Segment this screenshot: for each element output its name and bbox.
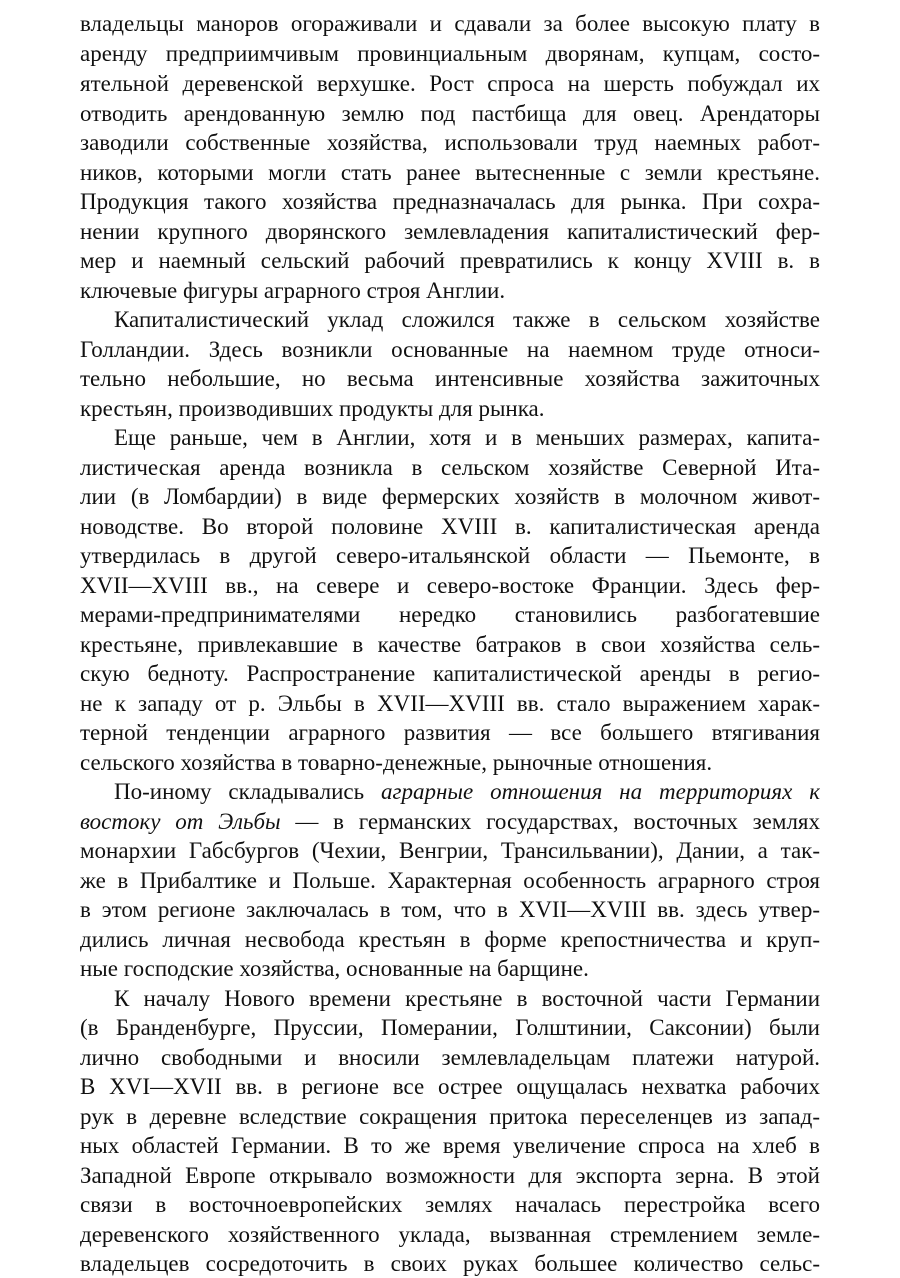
text-line: ные господские хозяйства, основанные на барщине. [80,956,589,981]
text-line: Еще раньше, чем в Англии, хотя и в меньших размерах, капита- [114,425,820,450]
text-line: отводить арендованную землю под пастбища для овец. Арендаторы [80,101,820,126]
page [80,0,820,1274]
text-line: (в Бранденбурге, Пруссии, Померании, Голштинии, Саксонии) были [80,1015,820,1040]
text-line: XVII—XVIII вв., на севере и северо-востоке Франции. Здесь фер- [80,573,820,598]
text-run: — в германских государствах, восточных землях [280,809,820,834]
text-line: новодстве. Во второй половине XVIII в. капиталистическая аренда [80,514,820,539]
text-line: мерами-предпринимателями нередко становились разбогатевшие [80,602,820,627]
text-line: владельцы маноров огораживали и сдавали за более высокую плату в [80,11,820,36]
text-line: мер и наемный сельский рабочий превратились к концу XVIII в. в [80,248,820,273]
text-line: связи в восточноевропейских землях началась перестройка всего [80,1192,820,1217]
text-line: скую бедноту. Распространение капиталистической аренды в регио- [80,661,820,686]
text-line: сельского хозяйства в товарно-денежные, рыночные отношения. [80,750,713,775]
text-line: Продукция такого хозяйства предназначалась для рынка. При сохра- [80,189,820,214]
text-run: По-иному складывались [114,779,381,804]
text-line: листическая аренда возникла в сельском хозяйстве Северной Ита- [80,455,820,480]
text-line: заводили собственные хозяйства, использовали труд наемных работ- [80,130,820,155]
italic-term: аграрные отношения на территориях к [381,779,820,804]
text-line: ников, которыми могли стать ранее вытесненные с земли крестьяне. [80,160,820,185]
text-line: лично свободными и вносили землевладельцам платежи натурой. [80,1045,820,1070]
text-line: дились личная несвобода крестьян в форме крепостничества и круп- [80,927,820,952]
text-line: же в Прибалтике и Польше. Характерная особенность аграрного строя [80,868,820,893]
text-line: В XVI—XVII вв. в регионе все острее ощущалась нехватка рабочих [80,1074,820,1099]
text-line: ключевые фигуры аграрного строя Англии. [80,278,506,303]
text-line: нении крупного дворянского землевладения капиталистический фер- [80,219,820,244]
italic-term: востоку от Эльбы [80,809,281,834]
text-line: крестьян, производивших продукты для рынка. [80,396,545,421]
text-line: монархии Габсбургов (Чехии, Венгрии, Трансильвании), Дании, а так- [80,838,820,863]
text-line: Западной Европе открывало возможности для экспорта зерна. В этой [80,1163,820,1188]
text-line: владельцев сосредоточить в своих руках большее количество сельс- [80,1251,820,1276]
text-line [114,777,820,806]
text-line: не к западу от р. Эльбы в XVII—XVIII вв. стало выражением харак- [80,691,820,716]
text-line: рук в деревне вследствие сокращения притока переселенцев из запад- [80,1104,820,1129]
text-line: в этом регионе заключалась в том, что в XVII—XVIII вв. здесь утвер- [80,897,820,922]
text-line: Капиталистический уклад сложился также в сельском хозяйстве [114,307,820,332]
text-line: деревенского хозяйственного уклада, вызванная стремлением земле- [80,1222,820,1247]
text-line: ных областей Германии. В то же время увеличение спроса на хлеб в [80,1133,820,1158]
text-line: терной тенденции аграрного развития — все большего втягивания [80,720,820,745]
text-line: ятельной деревенской верхушке. Рост спроса на шерсть побуждал их [80,71,820,96]
text-line: утвердилась в другой северо-итальянской области — Пьемонте, в [80,543,820,568]
text-line: тельно небольшие, но весьма интенсивные хозяйства зажиточных [80,366,820,391]
text-line [80,807,820,836]
text-line: К началу Нового времени крестьяне в восточной части Германии [114,986,820,1011]
text-line: лии (в Ломбардии) в виде фермерских хозяйств в молочном живот- [80,484,820,509]
text-line: крестьяне, привлекавшие в качестве батраков в свои хозяйства сель- [80,632,820,657]
text-line: аренду предприимчивым провинциальным дворянам, купцам, состо- [80,41,820,66]
text-line: Голландии. Здесь возникли основанные на наемном труде относи- [80,337,820,362]
